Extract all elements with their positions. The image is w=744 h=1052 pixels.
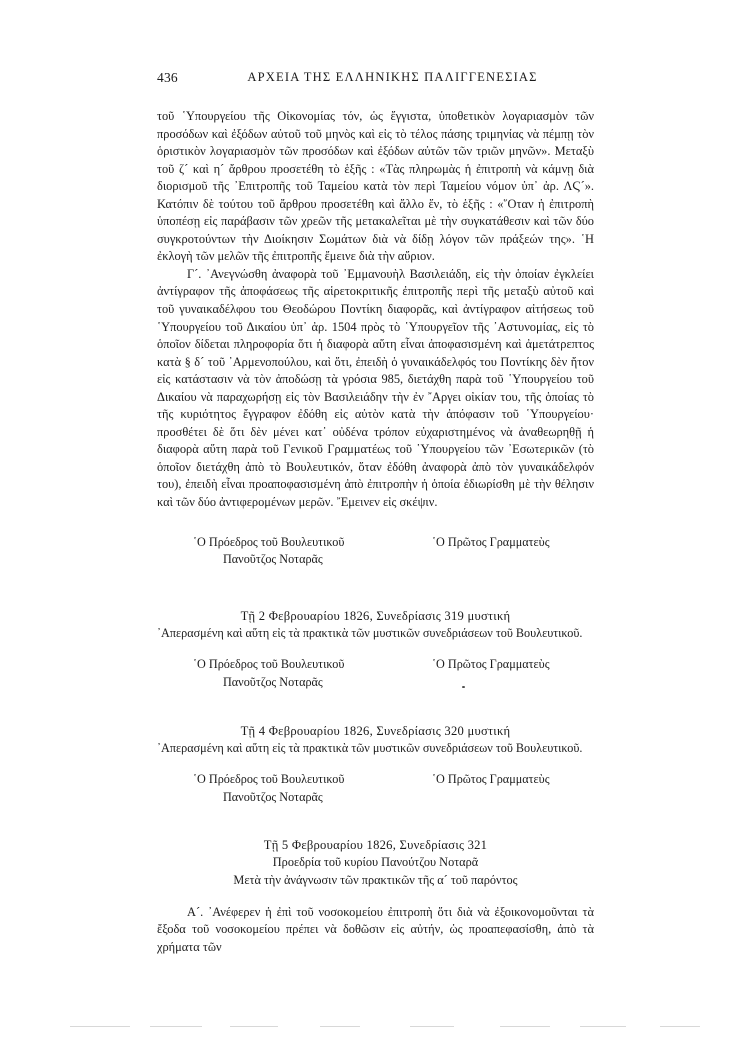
scan-edge-mark — [580, 1026, 626, 1027]
signature-block-320 — [157, 771, 594, 806]
president-title: ῾Ο Πρόεδρος τοῦ Βουλευτικοῦ — [193, 657, 345, 672]
scan-edge-mark — [320, 1026, 360, 1027]
scan-edge-mark — [410, 1026, 454, 1027]
secretary-title: ῾Ο Πρῶτος Γραμματεὺς — [432, 534, 550, 549]
session-321-after-reading: Μετὰ τὴν ἀνάγνωσιν τῶν πρακτικῶν τῆς α´ τοῦ παρόντος — [233, 872, 518, 887]
signature-row — [157, 534, 594, 552]
signature-row — [157, 789, 594, 807]
secretary-title: ῾Ο Πρῶτος Γραμματεὺς — [432, 772, 550, 787]
paragraph-continued: τοῦ ῾Υπουργείου τῆς Οἰκονομίας τόν, ὡς ἔγγιστα, ὑποθετικὸν λογαριασμὸν τῶν προσόδων καὶ ἐξόδων αὐτοῦ τοῦ μηνὸς καὶ εἰς τὸ τέλος πάσης τριμηνίας νὰ πέμπῃ τὸν ὁριστικὸν λογαριασμὸν τῶν προσόδων καὶ ἐξόδων αὐτῶν τῶν τριῶν μηνῶν». Μεταξὺ τοῦ ζ´ καὶ η´ ἄρθρου προσετέθη τὸ ἑξῆς : «Τὰς πληρωμὰς ἡ ἐπιτροπὴ νὰ κάμνῃ διὰ διορισμοῦ τῆς ᾽Επιτροπῆς τοῦ Ταμείου κατὰ τὸν περὶ Ταμείου νόμον ὑπ᾽ ἀρ. ΛϚ´». Κατόπιν δὲ τούτου τοῦ ἄρθρου προσετέθη καὶ ἄλλο ἕν, τὸ ἑξῆς : «῞Οταν ἡ ἐπιτροπὴ ὑποπέσῃ εἰς παράβασιν τῶν χρεῶν τῆς μετακαλεῖται μὲ τὴν συγκατάθεσιν καὶ τῶν δύο συγκροτούντων τὴν Διοίκησιν Σωμάτων διὰ νὰ δίδῃ λόγον τῶν πράξεών της». ῾Η ἐκλογὴ τῶν μελῶν τῆς ἐπιτροπῆς ἔμεινε διὰ τὴν αὔριον. — [157, 109, 594, 264]
president-title: ῾Ο Πρόεδρος τοῦ Βουλευτικοῦ — [193, 534, 345, 549]
session-321-presidency: Προεδρία τοῦ κυρίου Πανούτζου Νοταρᾶ — [272, 855, 479, 870]
spacer — [157, 757, 594, 771]
running-header — [157, 68, 594, 94]
page-number: 436 — [157, 70, 178, 85]
scan-edge-mark — [660, 1026, 700, 1027]
scan-edge-mark — [230, 1026, 278, 1027]
president-name: Πανοῦτζος Νοταρᾶς — [223, 674, 323, 689]
spacer — [157, 642, 594, 656]
session-321-item-a: Α´. ᾽Ανέφερεν ἡ ἐπὶ τοῦ νοσοκομείου ἐπιτροπὴ ὅτι διὰ νὰ ἐξοικονομοῦνται τὰ ἔξοδα τοῦ νοσοκομείου πρέπει νὰ δοθῶσιν εἰς αὐτήν, ὡς προαπεφασίσθη, ἀπὸ τὰ χρήματα τῶν — [157, 904, 594, 954]
president-name: Πανοῦτζος Νοταρᾶς — [223, 552, 323, 567]
spacer — [157, 569, 594, 607]
signature-block-1 — [157, 534, 594, 569]
scan-speck — [462, 686, 465, 688]
session-321-heading: Τῇ 5 Φεβρουαρίου 1826, Συνεδρίασις 321 — [263, 838, 488, 853]
scan-edge-mark — [500, 1026, 550, 1027]
signature-row — [157, 656, 594, 674]
session-320-lead: ᾽Απερασμένη καὶ αὕτη εἰς τὰ πρακτικὰ τῶν μυστικῶν συνεδριάσεων τοῦ Βουλευτικοῦ. — [157, 740, 583, 755]
spacer — [157, 806, 594, 836]
signature-row — [157, 674, 594, 692]
spacer — [157, 692, 594, 722]
scan-edge-mark — [70, 1026, 130, 1027]
paragraph-item-gamma: Γ´. ᾽Ανεγνώσθη ἀναφορὰ τοῦ ᾽Εμμανουὴλ Βασιλειάδη, εἰς τὴν ὁποίαν ἐγκλείει ἀντίγραφον τῆς ἀποφάσεως τῆς αἱρετοκριτικῆς ἐπιτροπῆς περὶ τῆς μεταξὺ αὐτοῦ καὶ τοῦ γυναικαδέλφου του Θεοδώρου Ποντίκη διαφορᾶς, καὶ ἀντίγραφον αἰτήσεως τοῦ ῾Υπουργείου τοῦ Δικαίου ὑπ᾽ ἀρ. 1504 πρὸς τὸ ῾Υπουργεῖον τῆς ᾽Αστυνομίας, εἰς τὸ ὁποῖον δίδεται πληροφορία ὅτι ἡ διαφορὰ αὕτη εἶναι ἀποφασισμένη καὶ ἀμετάτρεπτος κατὰ § δ´ τοῦ ᾽Αρμενοπούλου, καὶ ὅτι, ἐπειδὴ ὁ γυναικάδελφός του Ποντίκης δὲν ἤτον εἰς κατάστασιν νὰ τὸν ἀποδώσῃ τὰ γρόσια 985, διετάχθη παρὰ τοῦ ῾Υπουργείου τοῦ Δικαίου νὰ παραχωρήσῃ εἰς τὸν Βασιλειάδην τὴν ἐν ῎Αργει οἰκίαν του, τῆς ὁποίας τὸ τῆς κυριότητος ἔγγραφον ἐδόθη εἰς αὐτὸν κατὰ τὴν ἀπόφασιν τοῦ ῾Υπουργείου· προσθέτει δὲ ὅτι δὲν μένει κατ᾽ οὐδένα τρόπον εὐχαριστημένος νὰ ἀναθεωρηθῇ ἡ διαφορὰ αὕτη παρὰ τοῦ Γενικοῦ Γραμματέως τοῦ ῾Υπουργείου τῶν ᾽Εσωτερικῶν (τὸ ὁποῖον διετάχθη ἀπὸ τὸ Βουλευτικόν, ὅταν ἐδόθη ἀναφορὰ ἀπὸ τὸν γυναικάδελφόν του), ἐπειδὴ εἶναι προαποφασισμένη ἀπὸ ἐπιτροπὴν ἡ ὁποία ἐδιωρίσθη μὲ τὴν θέλησιν καὶ τῶν δύο ἀντιφερομένων μερῶν. ῎Εμεινεν εἰς σκέψιν. — [157, 266, 594, 510]
spacer — [157, 890, 594, 904]
secretary-title: ῾Ο Πρῶτος Γραμματεὺς — [432, 657, 550, 672]
president-title: ῾Ο Πρόεδρος τοῦ Βουλευτικοῦ — [193, 772, 345, 787]
president-name: Πανοῦτζος Νοταρᾶς — [223, 789, 323, 804]
session-320-heading: Τῇ 4 Φεβρουαρίου 1826, Συνεδρίασις 320 μυστική — [240, 723, 511, 738]
page-content — [157, 68, 594, 956]
running-head-title: ΑΡΧΕΙΑ ΤΗΣ ΕΛΛΗΝΙΚΗΣ ΠΑΛΙΓΓΕΝΕΣΙΑΣ — [247, 70, 538, 84]
session-319-heading: Τῇ 2 Φεβρουαρίου 1826, Συνεδρίασις 319 μυστική — [240, 608, 511, 623]
spacer — [157, 512, 594, 534]
session-319-lead: ᾽Απερασμένη καὶ αὕτη εἰς τὰ πρακτικὰ τῶν μυστικῶν συνεδριάσεων τοῦ Βουλευτικοῦ. — [157, 625, 583, 640]
scan-edge-mark — [150, 1026, 202, 1027]
signature-row — [157, 771, 594, 789]
signature-row — [157, 551, 594, 569]
signature-block-319 — [157, 656, 594, 691]
